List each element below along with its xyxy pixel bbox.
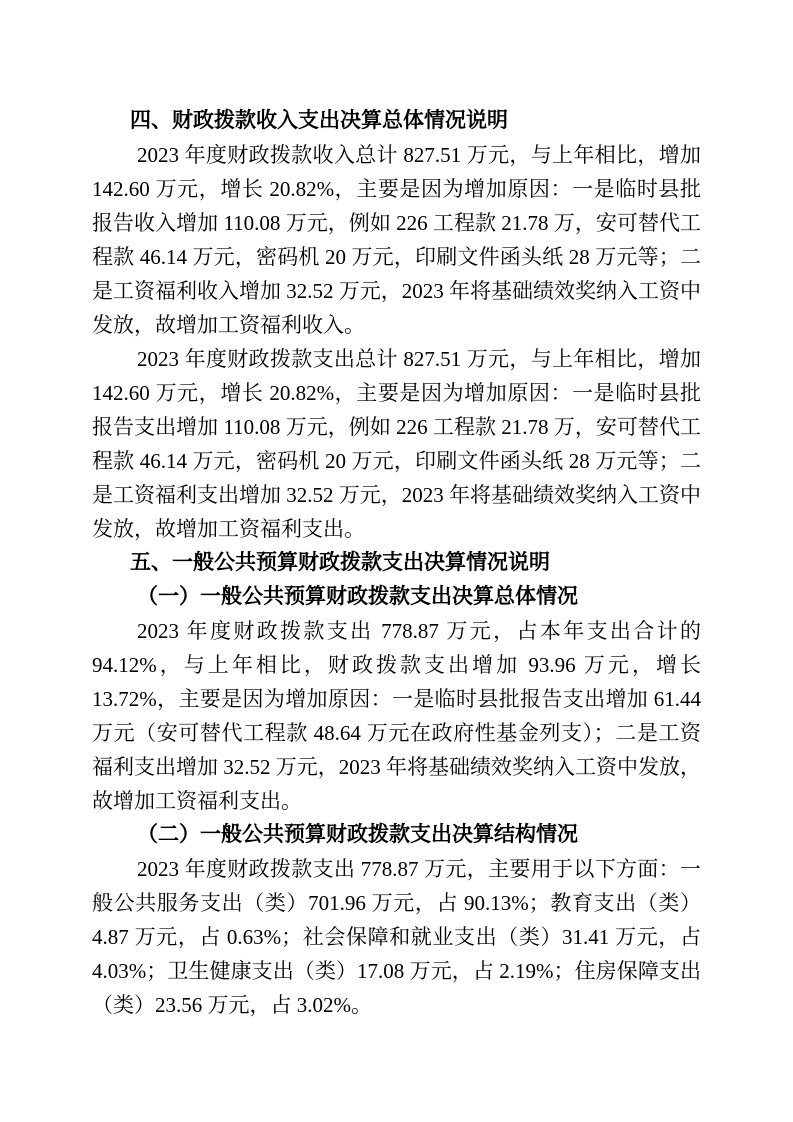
section-5-sub-2-paragraph: 2023 年度财政拨款支出 778.87 万元，主要用于以下方面：一般公共服务支出（类）701.96 万元，占 90.13%；教育支出（类）4.87 万元，占 0.63%；社会保障和就业支出（类）31.41 万元，占 4.03%；卫生健康支出（类）17.08 万元，占 2.19%；住房保障支出（类）23.56 万元，占 3.02%。 [92,857,701,1017]
section-5-sub-1-paragraph: 2023 年度财政拨款支出 778.87 万元，占本年支出合计的 94.12%，与上年相比，财政拨款支出增加 93.96 万元，增长 13.72%，主要是因为增加原因：一是临时县批报告支出增加 61.44 万元（安可替代工程款 48.64 万元在政府性基金列支）；二是工资福利支出增加 32.52 万元，2023 年将基础绩效奖纳入工资中发放，故增加工资福利支出。 [92,619,701,813]
section-5-sub-2-heading: （二）一般公共预算财政拨款支出决算结构情况 [137,823,578,846]
section-4-paragraph-income: 2023 年度财政拨款收入总计 827.51 万元，与上年相比，增加 142.60 万元，增长 20.82%，主要是因为增加原因：一是临时县批报告收入增加 110.08 万元，例如 226 工程款 21.78 万，安可替代工程款 46.14 万元，密码机 20 万元，印刷文件函头纸 28 万元等；二是工资福利收入增加 32.52 万元，2023 年将基础绩效奖纳入工资中发放，故增加工资福利收入。 [92,143,702,337]
section-5-heading: 五、一般公共预算财政拨款支出决算情况说明 [130,551,550,574]
section-4-paragraph-expenditure: 2023 年度财政拨款支出总计 827.51 万元，与上年相比，增加 142.60 万元，增长 20.82%，主要是因为增加原因：一是临时县批报告支出增加 110.08 万元，例如 226 工程款 21.78 万，安可替代工程款 46.14 万元，密码机 20 万元，印刷文件函头纸 28 万元等；二是工资福利支出增加 32.52 万元，2023 年将基础绩效奖纳入工资中发放，故增加工资福利支出。 [92,347,702,541]
section-5-sub-1-heading: （一）一般公共预算财政拨款支出决算总体情况 [137,585,578,608]
section-4-heading: 四、财政拨款收入支出决算总体情况说明 [130,109,508,132]
document-content [92,104,701,1022]
